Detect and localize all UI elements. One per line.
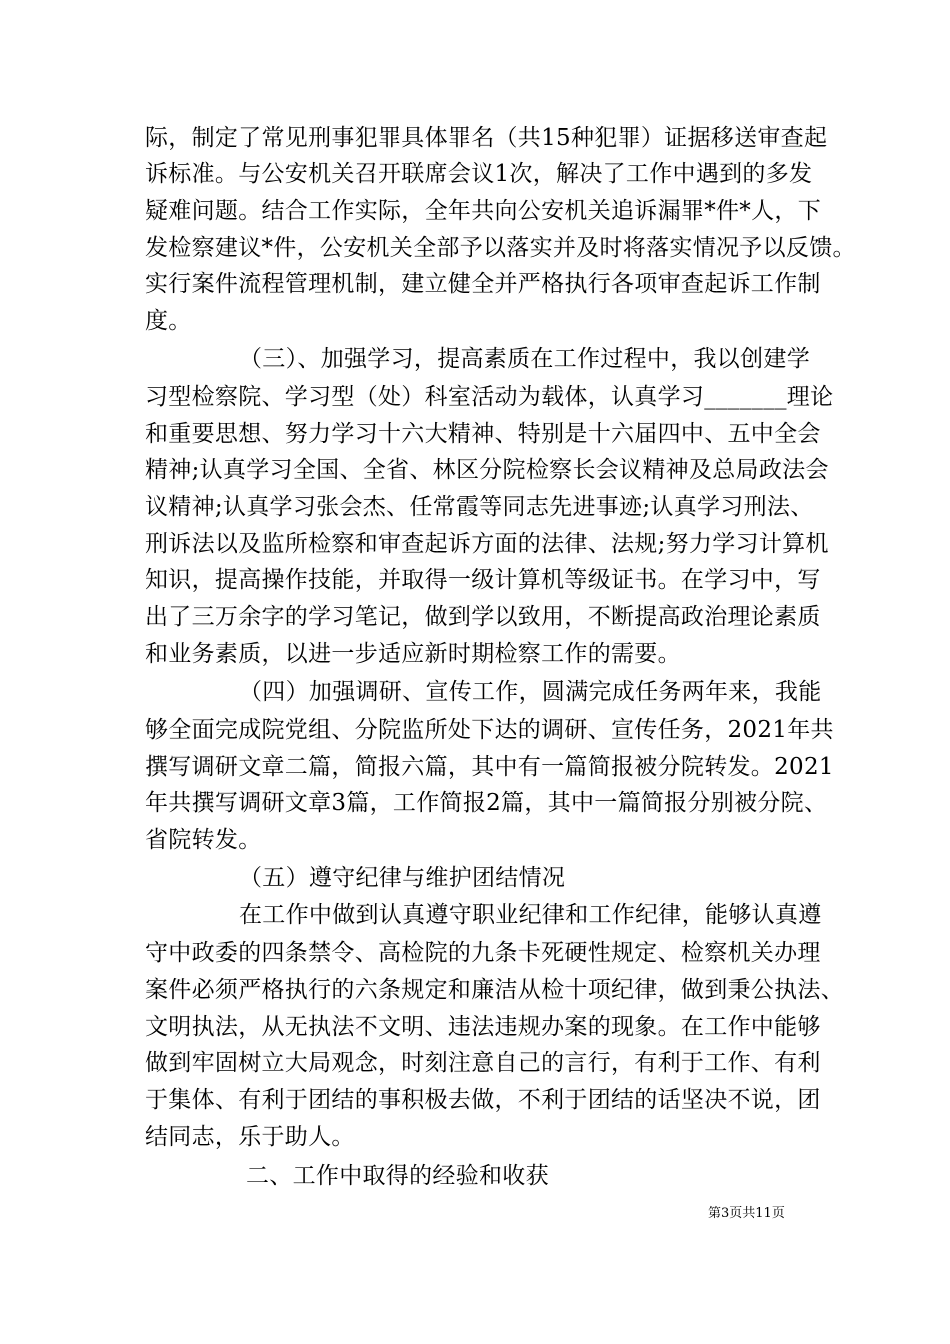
body-line-15: 和业务素质，以进一步适应新时期检察工作的需要。 (145, 641, 681, 667)
body-line-3: 疑难问题。结合工作实际，全年共向公安机关追诉漏罪*件*人，下 (145, 198, 821, 224)
body-line-2: 诉标准。与公安机关召开联席会议1次，解决了工作中遇到的多发 (145, 161, 813, 187)
body-line-12: 刑诉法以及监所检察和审查起诉方面的法律、法规;努力学习计算机 (145, 531, 829, 557)
body-line-4: 发检察建议*件，公安机关全部予以落实并及时将落实情况予以反馈。 (145, 235, 856, 261)
part-two-heading: 二、工作中取得的经验和收获 (246, 1163, 549, 1189)
body-line-20: 省院转发。 (145, 827, 262, 853)
body-line-24: 案件必须严格执行的六条规定和廉洁从检十项纪律，做到秉公执法、 (145, 977, 844, 1003)
section-four-heading: （四）加强调研、宣传工作，圆满完成任务两年来，我能 (239, 679, 822, 705)
body-line-10: 精神;认真学习全国、全省、林区分院检察长会议精神及总局政法会 (145, 457, 829, 483)
body-line-8: 习型检察院、学习型（处）科室活动为载体，认真学习_______理论 (145, 384, 834, 410)
body-line-27: 于集体、有利于团结的事积极去做，不利于团结的话坚决不说，团 (145, 1087, 821, 1113)
body-line-23: 守中政委的四条禁令、高检院的九条卡死硬性规定、检察机关办理 (145, 940, 821, 966)
body-line-28: 结同志，乐于助人。 (145, 1124, 355, 1150)
body-line-11: 议精神;认真学习张会杰、任常霞等同志先进事迹;认真学习刑法、 (145, 494, 814, 520)
body-line-22: 在工作中做到认真遵守职业纪律和工作纪律，能够认真遵 (239, 902, 822, 928)
body-line-5: 实行案件流程管理机制，建立健全并严格执行各项审查起诉工作制 (145, 271, 821, 297)
body-line-9: 和重要思想、努力学习十六大精神、特别是十六届四中、五中全会 (145, 421, 821, 447)
body-line-6: 度。 (145, 308, 192, 334)
body-line-18: 撰写调研文章二篇，简报六篇，其中有一篇简报被分院转发。2021 (145, 754, 834, 780)
section-five-heading: （五）遵守纪律与维护团结情况 (239, 865, 566, 891)
body-line-1: 际，制定了常见刑事犯罪具体罪名（共15种犯罪）证据移送审查起 (145, 125, 828, 151)
body-line-17: 够全面完成院党组、分院监所处下达的调研、宣传任务，2021年共 (145, 717, 834, 743)
page-number-footer: 第3页共11页 (708, 1206, 785, 1221)
body-line-26: 做到牢固树立大局观念，时刻注意自己的言行，有利于工作、有利 (145, 1050, 821, 1076)
body-line-13: 知识，提高操作技能，并取得一级计算机等级证书。在学习中，写 (145, 567, 821, 593)
body-line-14: 出了三万余字的学习笔记，做到学以致用，不断提高政治理论素质 (145, 604, 821, 630)
body-line-19: 年共撰写调研文章3篇，工作简报2篇，其中一篇简报分别被分院、 (145, 790, 828, 816)
body-line-25: 文明执法，从无执法不文明、违法违规办案的现象。在工作中能够 (145, 1014, 821, 1040)
section-three-heading: （三）、加强学习，提高素质在工作过程中，我以创建学 (239, 346, 810, 372)
